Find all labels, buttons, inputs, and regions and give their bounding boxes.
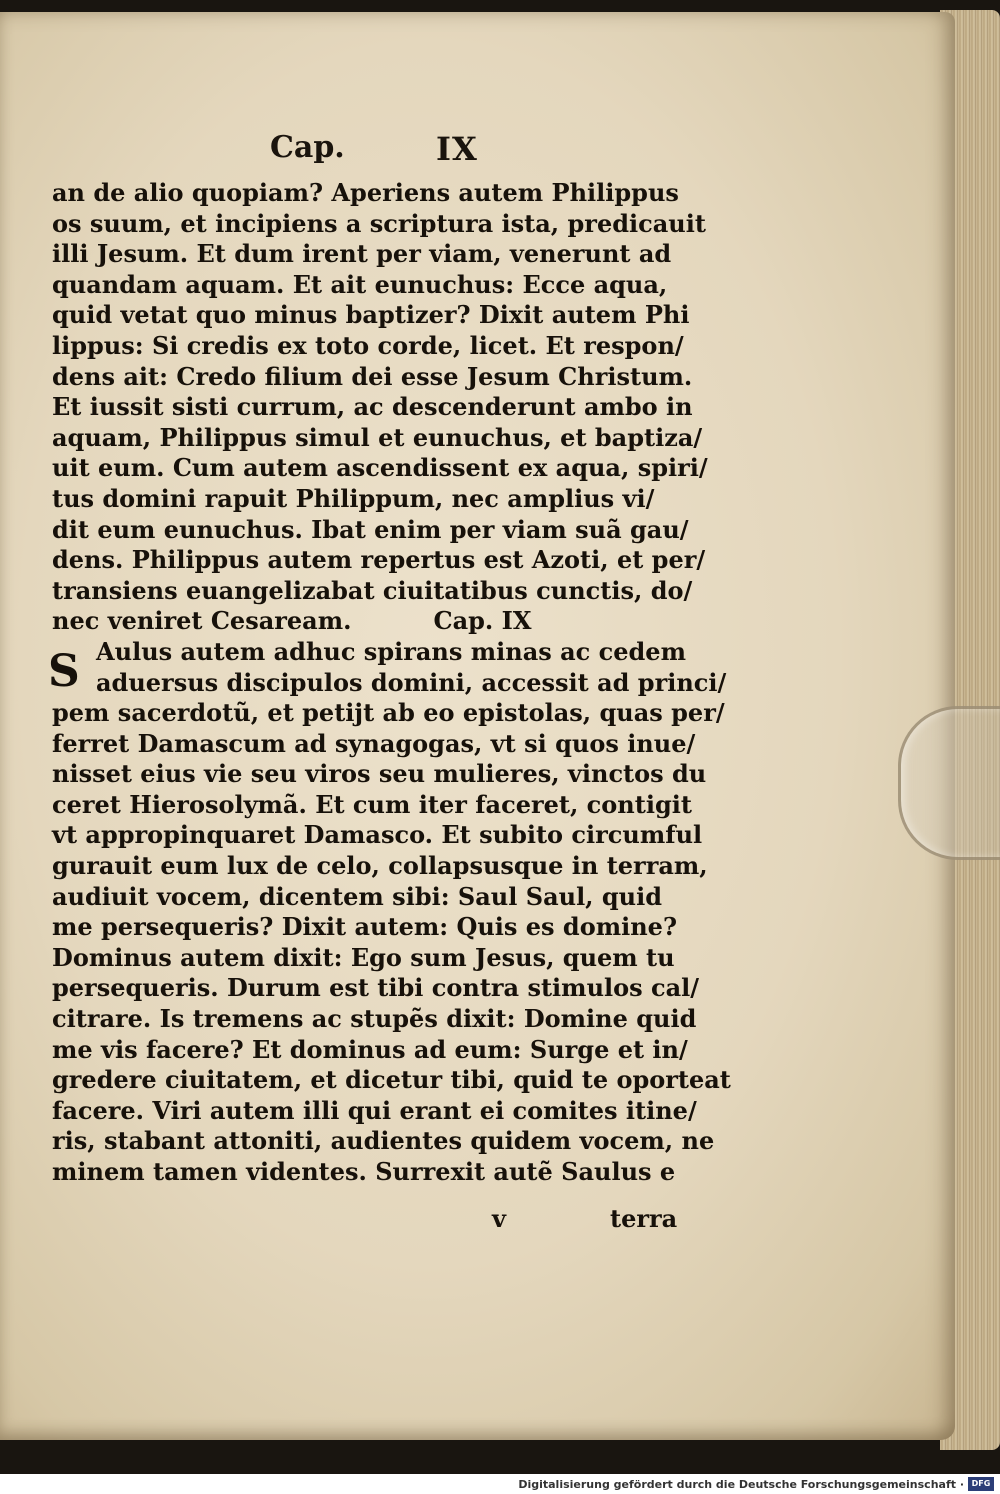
text-line: illi Jesum. Et dum irent per viam, venerunt ad [52, 239, 672, 269]
text-line: facere. Viri autem illi qui erant ei comites itine/ [52, 1095, 697, 1125]
text-line-end: nec veniret Cesaream. [52, 606, 352, 636]
header-cap: Cap. [270, 130, 345, 165]
page-footer [470, 1204, 710, 1234]
header-chapter-number: IX [436, 130, 478, 168]
text-line: aquam, Philippus simul et eunuchus, et baptiza/ [52, 422, 703, 452]
text-line: dens. Philippus autem repertus est Azoti, et per/ [52, 545, 706, 575]
text-line: lippus: Si credis ex toto corde, licet. Et respon/ [52, 330, 684, 360]
running-header [270, 130, 530, 170]
text-line: dit eum eunuchus. Ibat enim per viam suã gau/ [52, 514, 689, 544]
initial-letter: S [48, 646, 80, 697]
text-line: ceret Hierosolymã. Et cum iter faceret, contigit [52, 789, 692, 819]
text-line: vt appropinquaret Damasco. Et subito circumful [52, 820, 703, 850]
text-line: persequeris. Durum est tibi contra stimulos cal/ [52, 973, 700, 1003]
text-line: transiens euangelizabat ciuitatibus cunctis, do/ [52, 575, 693, 605]
text-line: tus domini rapuit Philippum, nec amplius vi/ [52, 483, 655, 513]
text-line: ferret Damascum ad synagogas, vt si quos inue/ [52, 728, 696, 758]
body-text [48, 178, 731, 1188]
page-clip [898, 706, 1000, 860]
text-line: quandam aquam. Et ait eunuchus: Ecce aqua, [52, 269, 668, 299]
text-line: minem tamen videntes. Surrexit autẽ Saulus e [52, 1157, 676, 1186]
text-line: os suum, et incipiens a scriptura ista, predicauit [52, 208, 706, 238]
text-line: nisset eius vie seu viros seu mulieres, vinctos du [52, 759, 707, 789]
chapter-heading: Cap. IX [433, 606, 532, 636]
text-line: aduersus discipulos domini, accessit ad princi/ [96, 667, 727, 697]
text-line: uit eum. Cum autem ascendissent ex aqua, spiri/ [52, 453, 708, 483]
text-line: me vis facere? Et dominus ad eum: Surge et in/ [52, 1034, 688, 1064]
text-line: citrare. Is tremens ac stupẽs dixit: Domine quid [52, 1004, 697, 1034]
text-line: Et iussit sisti currum, ac descenderunt ambo in [52, 392, 693, 422]
text-line: Aulus autem adhuc spirans minas ac cedem [96, 636, 686, 666]
text-line: gurauit eum lux de celo, collapsusque in terram, [52, 851, 708, 881]
book-page [0, 12, 955, 1440]
signature-mark: v [492, 1204, 506, 1233]
text-line: pem sacerdotũ, et petijt ab eo epistolas, quas per/ [52, 698, 725, 728]
text-line: ris, stabant attoniti, audientes quidem vocem, ne [52, 1126, 715, 1156]
text-line: gredere ciuitatem, et dicetur tibi, quid te oporteat [52, 1065, 731, 1095]
catchword: terra [610, 1204, 678, 1233]
text-line: an de alio quopiam? Aperiens autem Philippus [52, 178, 679, 207]
chapter-start-line [52, 606, 702, 637]
dfg-logo: DFG [968, 1477, 994, 1491]
text-line: audiuit vocem, dicentem sibi: Saul Saul, quid [52, 881, 663, 911]
text-line: quid vetat quo minus baptizer? Dixit autem Phi [52, 300, 690, 330]
text-line: me persequeris? Dixit autem: Quis es domine? [52, 912, 678, 942]
credit-text: Digitalisierung gefördert durch die Deutsche Forschungsgemeinschaft · [518, 1478, 964, 1491]
text-line: Dominus autem dixit: Ego sum Jesus, quem tu [52, 942, 675, 972]
digitization-credit-bar [0, 1474, 1000, 1494]
text-line: dens ait: Credo filium dei esse Jesum Christum. [52, 361, 693, 391]
